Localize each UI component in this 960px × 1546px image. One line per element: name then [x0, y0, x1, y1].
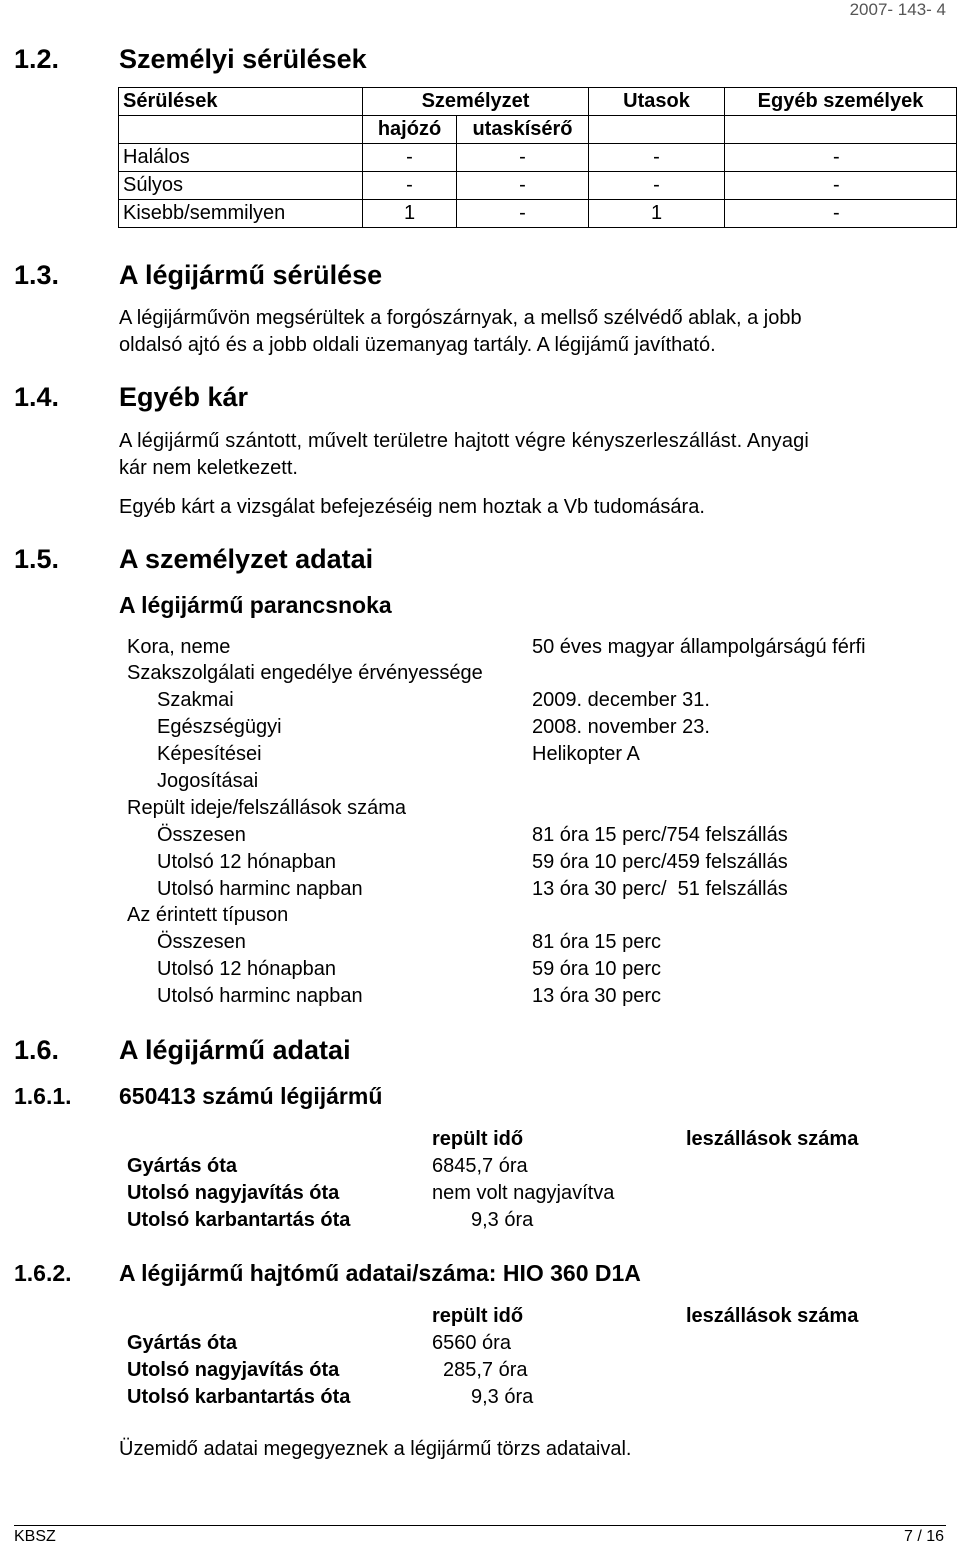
- crew-label: Repült ideje/felszállások száma: [127, 797, 407, 819]
- paragraph-line: kár nem keletkezett.: [119, 457, 298, 479]
- table-cell: 1: [589, 200, 725, 228]
- section-title: Egyéb kár: [119, 382, 249, 412]
- crew-value: 13 óra 30 perc/ 51 felszállás: [532, 878, 788, 900]
- document-id: 2007- 143- 4: [849, 0, 946, 19]
- crew-label: Jogosításai: [157, 770, 259, 792]
- column-header-flight-time: repült idő: [432, 1305, 524, 1327]
- crew-label: Összesen: [157, 931, 246, 953]
- section-title: 650413 számú légijármű: [119, 1083, 383, 1109]
- table-header-row: [119, 88, 957, 116]
- crew-label: Kora, neme: [127, 636, 231, 658]
- engine-row-label: Utolsó karbantartás óta: [127, 1386, 351, 1408]
- row-label: Kisebb/semmilyen: [119, 200, 363, 228]
- footer-divider: [14, 1525, 946, 1526]
- engine-row-value: 285,7 óra: [443, 1359, 528, 1381]
- section-title: A légijármű hajtómű adatai/száma: HIO 360 D1A: [119, 1260, 641, 1286]
- table-cell: -: [725, 172, 957, 200]
- header-cell: Utasok: [589, 88, 725, 116]
- engine-row-label: Gyártás óta: [127, 1332, 238, 1354]
- crew-value: 59 óra 10 perc/459 felszállás: [532, 851, 788, 873]
- engine-row-value: 9,3 óra: [471, 1386, 534, 1408]
- aircraft-row-value: nem volt nagyjavítva: [432, 1182, 615, 1204]
- table-cell: -: [725, 144, 957, 172]
- paragraph-line: A légijárművön megsérültek a forgószárnyak, a mellső szélvédő ablak, a jobb: [119, 307, 802, 329]
- column-header-landings: leszállások száma: [686, 1128, 859, 1150]
- subheader-cell: hajózó: [363, 116, 457, 144]
- aircraft-row-value: 6845,7 óra: [432, 1155, 528, 1177]
- paragraph-line: A légijármű szántott, művelt területre hajtott végre kényszerleszállást. Anyagi: [119, 430, 809, 452]
- column-header-flight-time: repült idő: [432, 1128, 524, 1150]
- table-cell: -: [589, 144, 725, 172]
- page-number: 7 / 16: [903, 1528, 944, 1545]
- paragraph-line: oldalsó ajtó és a jobb oldali üzemanyag tartály. A légijámű javítható.: [119, 334, 716, 356]
- crew-value: Helikopter A: [532, 743, 640, 765]
- crew-label: Szakmai: [157, 689, 234, 711]
- table-row: [119, 200, 957, 228]
- section-number: 1.5.: [14, 544, 60, 574]
- table-cell: 1: [363, 200, 457, 228]
- aircraft-row-value: 9,3 óra: [471, 1209, 534, 1231]
- engine-note: Üzemidő adatai megegyeznek a légijármű törzs adataival.: [119, 1438, 632, 1460]
- aircraft-row-label: Utolsó karbantartás óta: [127, 1209, 351, 1231]
- crew-value: 81 óra 15 perc/754 felszállás: [532, 824, 788, 846]
- crew-label: Utolsó 12 hónapban: [157, 958, 337, 980]
- table-subheader-row: [119, 116, 957, 144]
- paragraph-line: Egyéb kárt a vizsgálat befejezéséig nem hoztak a Vb tudomására.: [119, 496, 705, 518]
- table-cell: -: [363, 144, 457, 172]
- crew-label: Utolsó 12 hónapban: [157, 851, 337, 873]
- crew-label: Utolsó harminc napban: [157, 878, 363, 900]
- header-cell: Egyéb személyek: [725, 88, 957, 116]
- crew-label: Utolsó harminc napban: [157, 985, 363, 1007]
- subsection-title: A légijármű parancsnoka: [119, 592, 392, 618]
- crew-label: Összesen: [157, 824, 246, 846]
- row-label: Súlyos: [119, 172, 363, 200]
- column-header-landings: leszállások száma: [686, 1305, 859, 1327]
- aircraft-row-label: Utolsó nagyjavítás óta: [127, 1182, 340, 1204]
- section-title: A személyzet adatai: [119, 544, 374, 574]
- footer-left: KBSZ: [14, 1528, 56, 1545]
- crew-value: 2008. november 23.: [532, 716, 710, 738]
- section-number: 1.2.: [14, 44, 60, 74]
- table-row: [119, 144, 957, 172]
- table-row: [119, 172, 957, 200]
- section-title: Személyi sérülések: [119, 44, 367, 74]
- section-number: 1.3.: [14, 260, 60, 290]
- table-cell: -: [457, 200, 589, 228]
- table-cell: -: [457, 172, 589, 200]
- crew-label: Szakszolgálati engedélye érvényessége: [127, 662, 483, 684]
- crew-value: 50 éves magyar állampolgárságú férfi: [532, 636, 866, 658]
- table-cell: -: [363, 172, 457, 200]
- section-number: 1.6.: [14, 1035, 60, 1065]
- section-number: 1.4.: [14, 382, 60, 412]
- crew-label: Az érintett típuson: [127, 904, 289, 926]
- table-cell: -: [457, 144, 589, 172]
- section-number: 1.6.2.: [14, 1260, 72, 1286]
- row-label: Halálos: [119, 144, 363, 172]
- crew-value: 13 óra 30 perc: [532, 985, 661, 1007]
- engine-row-value: 6560 óra: [432, 1332, 511, 1354]
- table-cell: -: [589, 172, 725, 200]
- engine-row-label: Utolsó nagyjavítás óta: [127, 1359, 340, 1381]
- section-title: A légijármű sérülése: [119, 260, 383, 290]
- header-cell: Sérülések: [119, 88, 363, 116]
- table-cell: -: [725, 200, 957, 228]
- aircraft-row-label: Gyártás óta: [127, 1155, 238, 1177]
- section-number: 1.6.1.: [14, 1083, 72, 1109]
- subheader-cell: utaskísérő: [457, 116, 589, 144]
- header-cell: Személyzet: [363, 88, 589, 116]
- crew-label: Egészségügyi: [157, 716, 282, 738]
- injuries-table: [118, 87, 957, 228]
- crew-value: 81 óra 15 perc: [532, 931, 661, 953]
- crew-label: Képesítései: [157, 743, 262, 765]
- crew-value: 2009. december 31.: [532, 689, 710, 711]
- crew-value: 59 óra 10 perc: [532, 958, 661, 980]
- section-title: A légijármű adatai: [119, 1035, 351, 1065]
